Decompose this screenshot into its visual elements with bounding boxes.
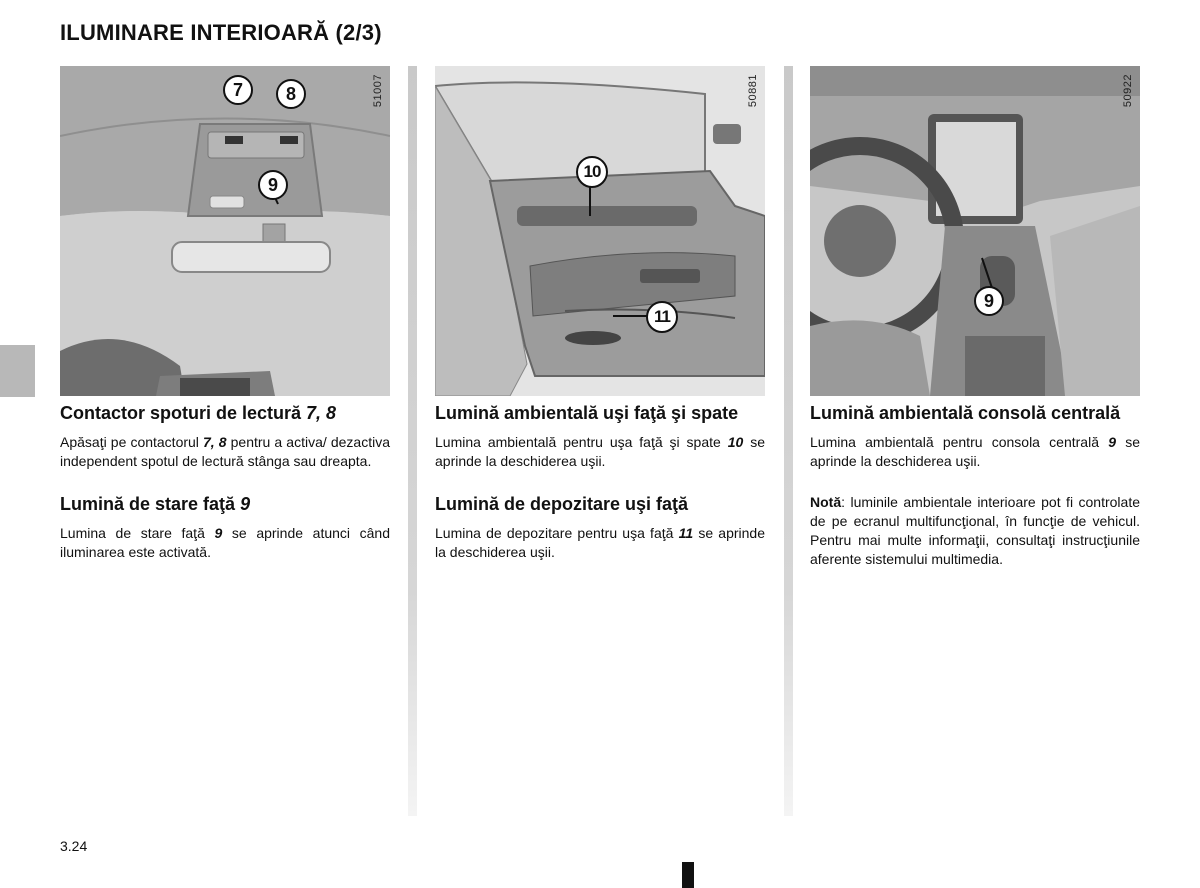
section-body: Apăsaţi pe contactorul 7, 8 pentru a activa/ dezactiva independent spotul de lectură stânga sau dreapta. [60,434,390,469]
figure-door-panel [435,66,765,396]
column-divider [408,66,417,816]
callout-marker: 7 [223,75,253,105]
figure-reference-code: 50922 [1122,74,1134,108]
section-heading: Lumină de depozitare uşi faţă [435,494,689,514]
callout-marker: 9 [258,170,288,200]
center-console-illustration [810,66,1140,396]
column-reading-lights [60,402,390,584]
section-tab-marker [0,345,35,397]
column-console-lights [810,402,1140,591]
callout-marker: 11 [646,301,678,333]
page-edge-marker [682,862,694,888]
section-body: Lumina ambientală pentru uşa faţă şi spate 10 se aprinde la deschiderea uşii. [435,434,765,469]
note-paragraph: Notă: luminile ambientale interioare pot fi controlate de pe ecranul multifuncţional, în funcţie de vehicul. Pentru mai multe informaţii, consultaţi instrucţiunile aferente sistemului multimedia. [810,494,1140,567]
page-number: 3.24 [60,838,88,854]
section-body: Lumina de stare faţă 9 se aprinde atunci când iluminarea este activată. [60,525,390,560]
callout-marker: 8 [276,79,306,109]
column-door-lights [435,402,765,584]
figure-overhead-console [60,66,390,396]
section-body: Lumina de depozitare pentru uşa faţă 11 se aprinde la deschiderea uşii. [435,525,765,560]
figure-reference-code: 50881 [747,74,759,108]
section-heading: Lumină ambientală uşi faţă şi spate [435,403,739,423]
section-heading: Contactor spoturi de lectură 7, 8 [60,403,337,423]
section-heading: Lumină de stare faţă 9 [60,494,251,514]
door-panel-illustration [435,66,765,396]
overhead-console-illustration [60,66,390,396]
callout-marker: 9 [974,286,1004,316]
note-label: Notă [810,494,842,510]
section-heading: Lumină ambientală consolă centrală [810,403,1121,423]
page-title: ILUMINARE INTERIOARĂ (2/3) [60,20,382,45]
callout-marker: 10 [576,156,608,188]
column-divider [784,66,793,816]
figure-reference-code: 51007 [372,74,384,108]
figure-center-console [810,66,1140,396]
section-body: Lumina ambientală pentru consola centrală 9 se aprinde la deschiderea uşii. [810,434,1140,469]
